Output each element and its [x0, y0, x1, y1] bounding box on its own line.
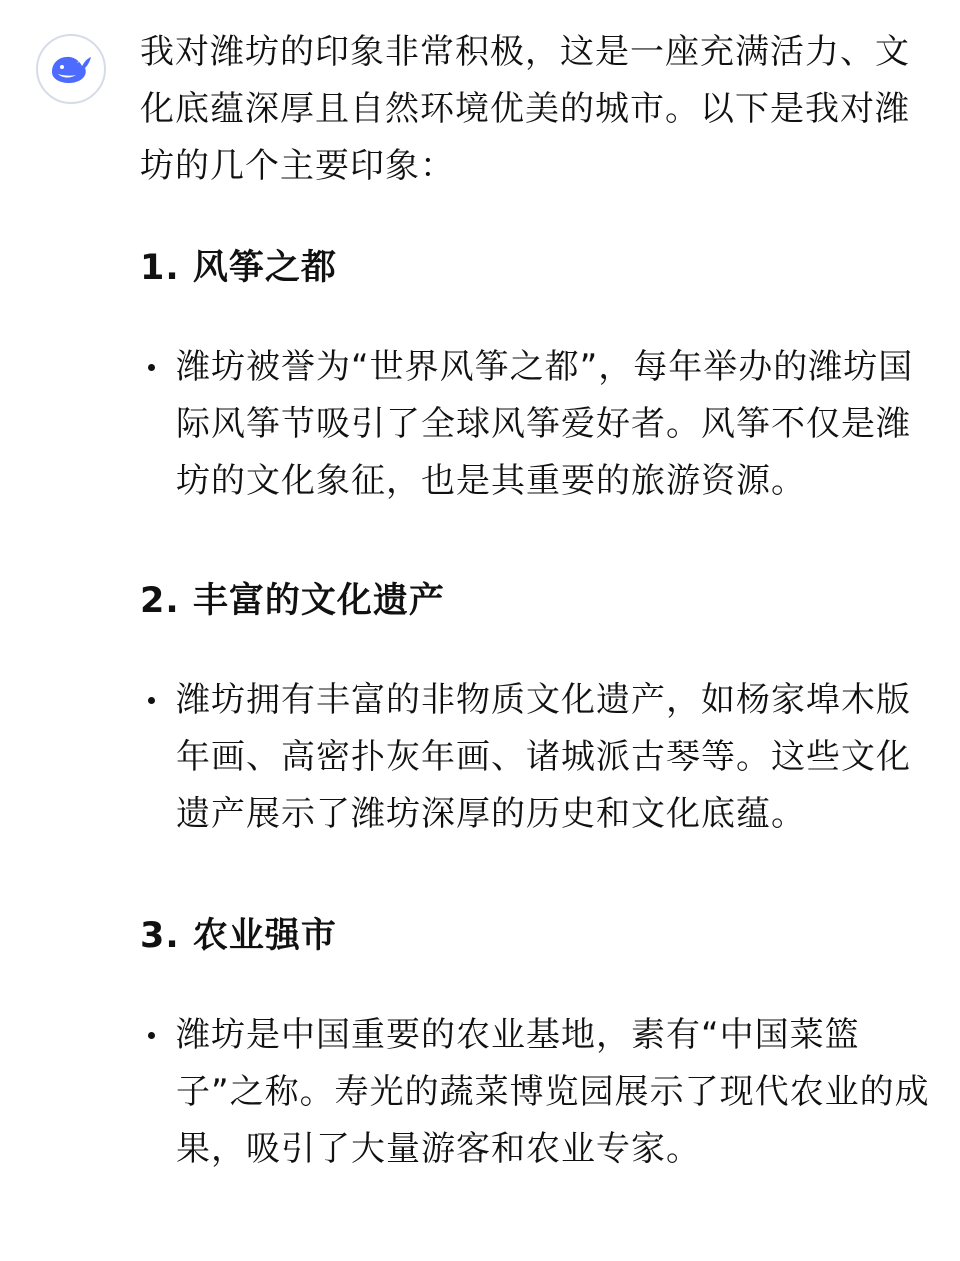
list-item — [140, 339, 930, 510]
bullet-dot — [148, 364, 155, 371]
list-item — [140, 1007, 930, 1178]
section-heading: 3. 农业强市 — [140, 916, 337, 956]
section-heading: 1. 风筝之都 — [140, 248, 337, 288]
section-agriculture — [140, 911, 930, 1178]
list-item-text: 潍坊是中国重要的农业基地，素有“中国菜篮子”之称。寿光的蔬菜博览园展示了现代农业的成果，吸引了大量游客和农业专家。 — [176, 1015, 930, 1169]
section-kite-capital — [140, 243, 930, 510]
bullet-dot — [148, 1032, 155, 1039]
deepseek-whale-icon — [49, 52, 93, 86]
list-item — [140, 672, 930, 843]
section-heading: 2. 丰富的文化遗产 — [140, 581, 445, 621]
section-cultural-heritage — [140, 576, 930, 843]
message-intro: 我对潍坊的印象非常积极，这是一座充满活力、文化底蕴深厚且自然环境优美的城市。以下是我对潍坊的几个主要印象： — [140, 32, 910, 186]
bullet-dot — [148, 697, 155, 704]
avatar — [36, 34, 106, 104]
list-item-text: 潍坊被誉为“世界风筝之都”，每年举办的潍坊国际风筝节吸引了全球风筝爱好者。风筝不仅是潍坊的文化象征，也是其重要的旅游资源。 — [176, 347, 914, 501]
message-content — [140, 24, 930, 1178]
list-item-text: 潍坊拥有丰富的非物质文化遗产，如杨家埠木版年画、高密扑灰年画、诸城派古琴等。这些文化遗产展示了潍坊深厚的历史和文化底蕴。 — [176, 680, 911, 834]
